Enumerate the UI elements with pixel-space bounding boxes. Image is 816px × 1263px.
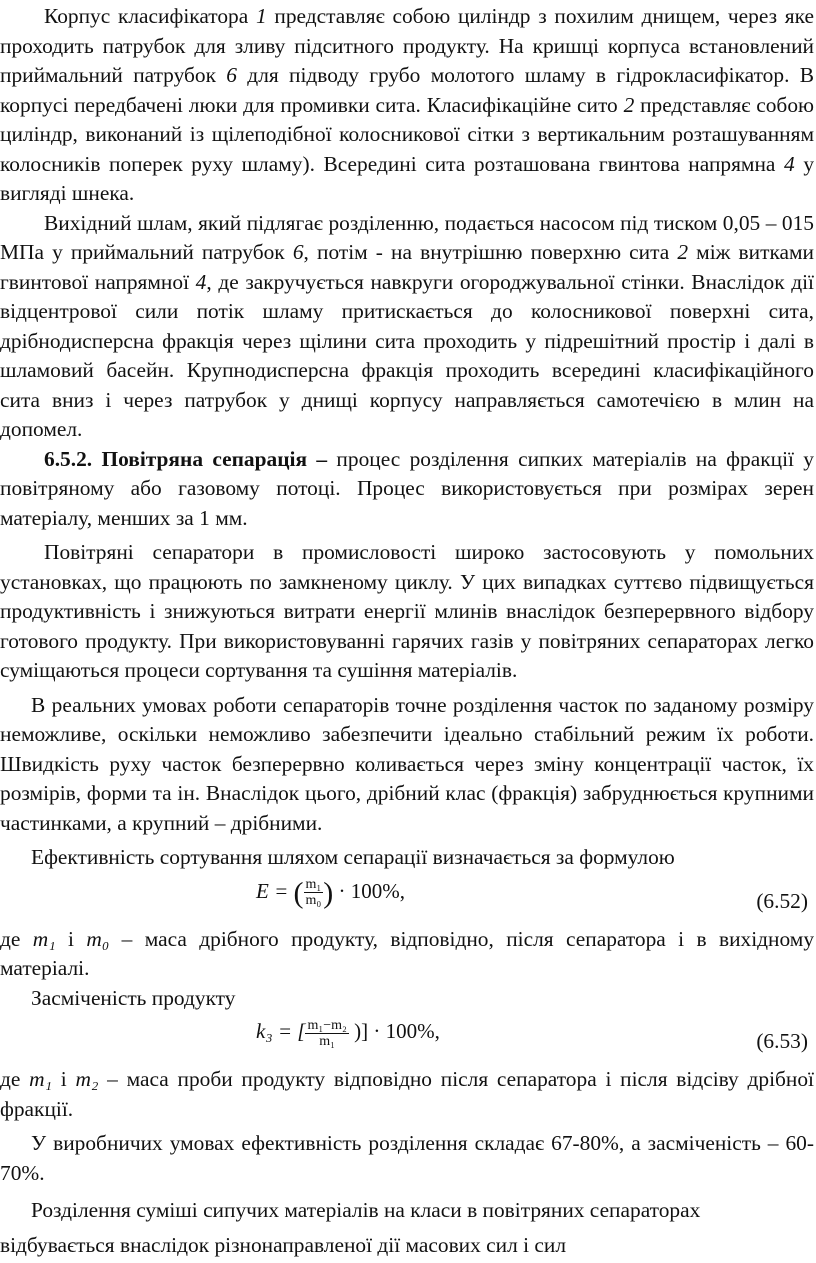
paragraph-slurry-process [0, 209, 814, 445]
formula-rhs: · 100%, [338, 878, 406, 903]
formula-6-53 [0, 1015, 814, 1065]
paragraph-formula-1-legend [0, 925, 814, 984]
variable: m₀ [86, 926, 110, 951]
text: , потім - на внутрішню поверхню сита [303, 240, 678, 264]
paragraph-real-conditions: В реальних умовах роботи сепараторів точне розділення часток по заданому розміру неможливе, оскільки неможливо забезпечити ідеально стабільний режим їх роботи. Швидкість руху часток безперервно коливається через зміну концентрації часток, їх розмірів, форми та ін. Внаслідок цього, дрібний клас (фракція) забруднюється крупними частинками, а крупний – дрібними. [0, 692, 814, 835]
text: і [52, 1067, 76, 1091]
text: , де закручується навкруги огороджувальної стінки. Внаслідок дії відцентрової сили потік шламу притискається до колосникової поверхні сита, дрібнодисперсна фракція через щілини сита проходить у підрешітний простір і далі в шламовий басейн. Крупнодисперсна фракція проходить всередині класифікаційного сита вниз і через патрубок у днищі корпусу направляється самотечією в млин на допомел. [0, 269, 814, 441]
fraction [305, 1018, 348, 1049]
text: де [0, 1067, 30, 1091]
formula-lhs: k₃ = [ [256, 1019, 306, 1043]
numerator: m₁−m₂ [307, 1017, 347, 1033]
ref-number: 4 [195, 269, 207, 294]
denominator: m₀ [305, 893, 322, 909]
equation-number: (6.53) [756, 1029, 808, 1053]
text: де [0, 926, 33, 951]
paragraph-formula-2-legend [0, 1065, 814, 1124]
denominator: m₁ [319, 1033, 336, 1049]
paragraph-air-separation [0, 445, 814, 534]
paragraph-separation-forces: Розділення суміші сипучих матеріалів на класи в повітряних сепараторах відбувається внаслідок різнонаправленої дії масових сил і сил [0, 1198, 701, 1257]
numerator: m₁ [305, 877, 322, 893]
text: Корпус класифікатора [44, 4, 256, 28]
ref-number: 1 [255, 4, 267, 28]
paren-close: ) [323, 875, 334, 909]
ref-number: 2 [677, 240, 689, 264]
text: – маса проби продукту відповідно після сепаратора і після відсіву дрібної фракції. [0, 1067, 814, 1121]
paragraph-air-separators: Повітряні сепаратори в промисловості широко застосовують у помольних установках, що працюють по замкненому циклу. У цих випадках суттєво підвищується продуктивність і знижуються витрати енергії млинів внаслідок безперервного відбору готового продукту. При використовуванні гарячих газів у повітряних сепараторах легко суміщаються процеси сортування та сушіння матеріалів. [0, 540, 814, 682]
text: – маса дрібного продукту, відповідно, після сепаратора і в вихідному матеріалі. [0, 926, 815, 980]
formula-rhs: )] · 100%, [354, 1019, 440, 1043]
ref-number: 6 [292, 240, 304, 264]
paragraph-classifier-body [0, 2, 814, 209]
fraction [304, 877, 324, 908]
equation-number: (6.52) [756, 888, 808, 913]
text: Вихідний шлам, який підлягає розділенню, подається насосом під тиском 0,05 – 015 МПа у приймальний патрубок [0, 210, 814, 264]
section-heading: 6.5.2. Повітряна сепарація – [44, 446, 328, 471]
formula-body [256, 1017, 440, 1049]
text: для підводу грубо молотого шламу в гідрокласифікатор. В корпусі передбачені люки для промивки сита. Класифікаційне сито [0, 63, 814, 117]
paragraph-efficiency-intro: Ефективність сортування шляхом сепарації визначається за формулою [31, 845, 675, 869]
formula-lhs: E = [256, 878, 289, 903]
text: представляє собою циліндр з похилим днищем, через яке проходить патрубок для зливу підситного продукту. На кришці корпуса встановлений приймальний патрубок [0, 4, 814, 87]
variable: m₁ [32, 926, 56, 951]
text: представляє собою циліндр, виконаний із щілеподібної колосникової сітки з вертикальним розташуванням колосників поперек руху шламу). Всередині сита розташована гвинтова напрямна [0, 92, 814, 176]
ref-number: 2 [623, 92, 635, 117]
formula-body [256, 877, 405, 909]
ref-number: 4 [784, 151, 795, 176]
variable: m₂ [75, 1067, 99, 1091]
text: у вигляді шнека. [0, 151, 815, 205]
variable: m₁ [29, 1067, 53, 1091]
ref-number: 6 [226, 63, 237, 87]
text: між витками гвинтової напрямної [0, 240, 814, 294]
formula-6-52 [0, 875, 814, 925]
paragraph-production-conditions: У виробничих умовах ефективність розділення складає 67-80%, а засміченість – 60-70%. [0, 1131, 814, 1185]
paren-open: ( [293, 875, 304, 909]
paragraph-contamination-intro: Засміченість продукту [31, 985, 236, 1010]
text: процес розділення сипких матеріалів на фракції у повітряному або газовому потоці. Процес використовується при розмірах зерен матеріалу, менших за 1 мм. [0, 446, 814, 530]
text: і [55, 926, 87, 951]
